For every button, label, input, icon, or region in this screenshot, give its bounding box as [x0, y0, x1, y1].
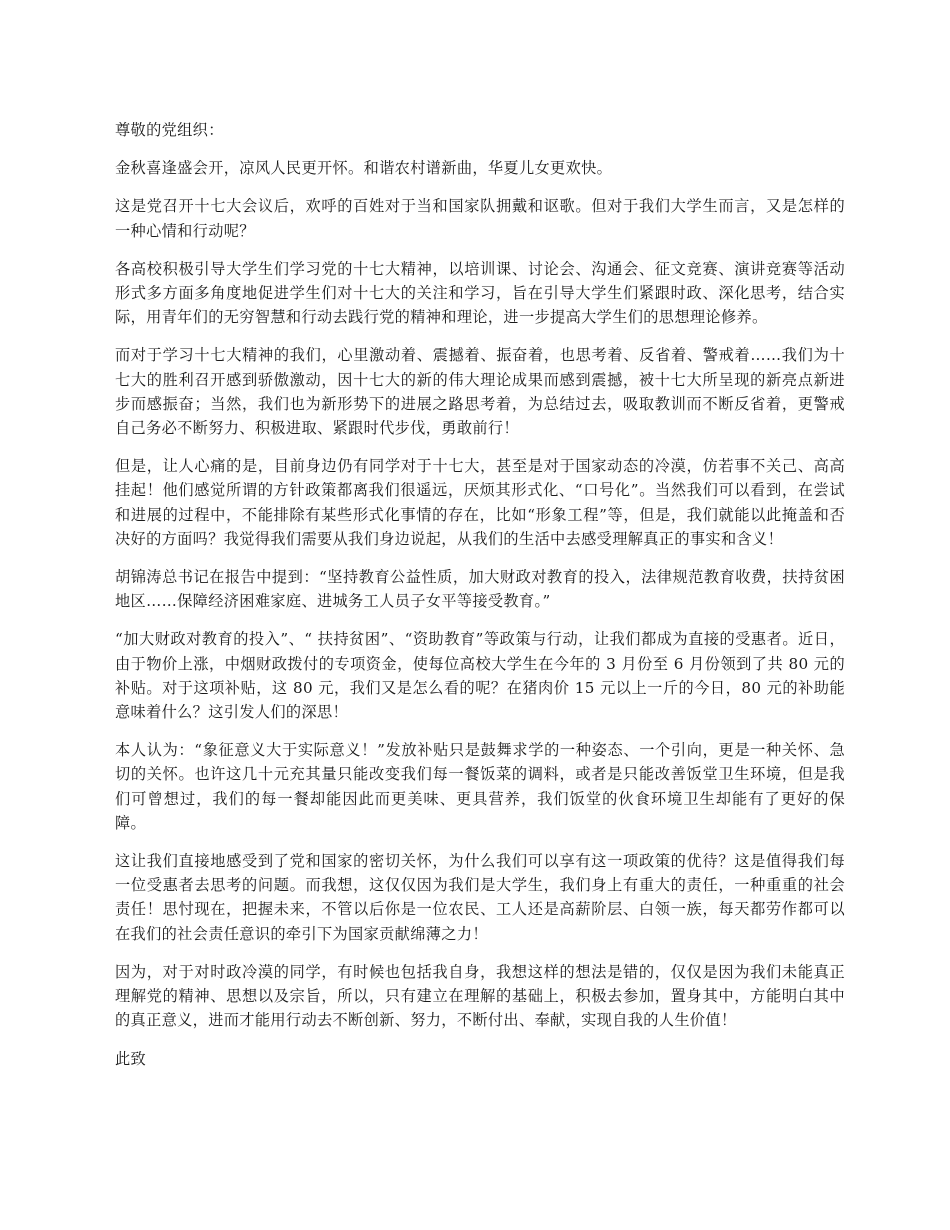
paragraph-5: 但是，让人心痛的是，目前身边仍有同学对于十七大，甚至是对于国家动态的冷漠，仿若事不关己、高高挂起！他们感觉所谓的方针政策都离我们很遥远，厌烦其形式化、“口号化”。当然我们可以看到，在尝试和进展的过程中，不能排除有某些形式化事情的存在，比如“形象工程”等，但是，我们就能以此掩盖和否决好的方面吗？我觉得我们需要从我们身边说起，从我们的生活中去感受理解真正的事实和含义！: [115, 457, 845, 548]
paragraph-8: 本人认为：“象征意义大于实际意义！”发放补贴只是鼓舞求学的一种姿态、一个引向，更是一种关怀、急切的关怀。也许这几十元充其量只能改变我们每一餐饭菜的调料，或者是只能改善饭堂卫生环境，但是我们可曾想过，我们的每一餐却能因此而更美味、更具营养，我们饭堂的伙食环境卫生却能有了更好的保障。: [115, 741, 845, 832]
paragraph-10: 因为，对于对时政冷漠的同学，有时候也包括我自身，我想这样的想法是错的，仅仅是因为我们未能真正理解党的精神、思想以及宗旨，所以，只有建立在理解的基础上，积极去参加，置身其中，方能明白其中的真正意义，进而才能用行动去不断创新、努力，不断付出、奉献，实现自我的人生价值！: [115, 962, 845, 1030]
document-page: [115, 118, 845, 1085]
paragraph-3: 各高校积极引导大学生们学习党的十七大精神，以培训课、讨论会、沟通会、征文竞赛、演讲竞赛等活动形式多方面多角度地促进学生们对十七大的关注和学习，旨在引导大学生们紧跟时政、深化思考，结合实际，用青年们的无穷智慧和行动去践行党的精神和理论，进一步提高大学生们的思想理论修养。: [115, 259, 845, 327]
paragraph-2: 这是党召开十七大会议后，欢呼的百姓对于当和国家队拥戴和讴歌。但对于我们大学生而言，又是怎样的一种心情和行动呢？: [115, 197, 845, 240]
paragraph-4: 而对于学习十七大精神的我们，心里激动着、震撼着、振奋着，也思考着、反省着、警戒着……我们为十七大的胜利召开感到骄傲激动，因十七大的新的伟大理论成果而感到震撼，被十七大所呈现的新亮点新进步而感振奋；当然，我们也为新形势下的进展之路思考着，为总结过去，吸取教训而不断反省着，更警戒自己务必不断努力、积极进取、紧跟时代步伐，勇敢前行！: [115, 346, 845, 438]
paragraph-9: 这让我们直接地感受到了党和国家的密切关怀，为什么我们可以享有这一项政策的优待？这是值得我们每一位受惠者去思考的问题。而我想，这仅仅因为我们是大学生，我们身上有重大的责任，一种重重的社会责任！思忖现在，把握未来，不管以后你是一位农民、工人还是高薪阶层、白领一族，每天都劳作都可以在我们的社会责任意识的牵引下为国家贡献绵薄之力！: [115, 852, 845, 943]
closing: 此致: [115, 1049, 147, 1068]
paragraph-1: 金秋喜逢盛会开，凉风人民更开怀。和谐农村谱新曲，华夏儿女更欢快。: [115, 159, 613, 178]
paragraph-6: 胡锦涛总书记在报告中提到：“坚持教育公益性质，加大财政对教育的投入，法律规范教育收费，扶持贫困地区……保障经济困难家庭、进城务工人员子女平等接受教育。”: [115, 568, 845, 611]
salutation: 尊敬的党组织：: [115, 121, 224, 139]
paragraph-7: “加大财政对教育的投入”、“ 扶持贫困”、“资助教育”等政策与行动，让我们都成为直接的受惠者。近日，由于物价上涨，中烟财政拨付的专项资金，使每位高校大学生在今年的 3 月份至 6 月份领到了共 80 元的补贴。对于这项补贴，这 80 元，我们又是怎么看的呢？在猪肉价 15 元以上一斤的今日，80 元的补助能意味着什么？这引发人们的深思！: [115, 630, 845, 722]
